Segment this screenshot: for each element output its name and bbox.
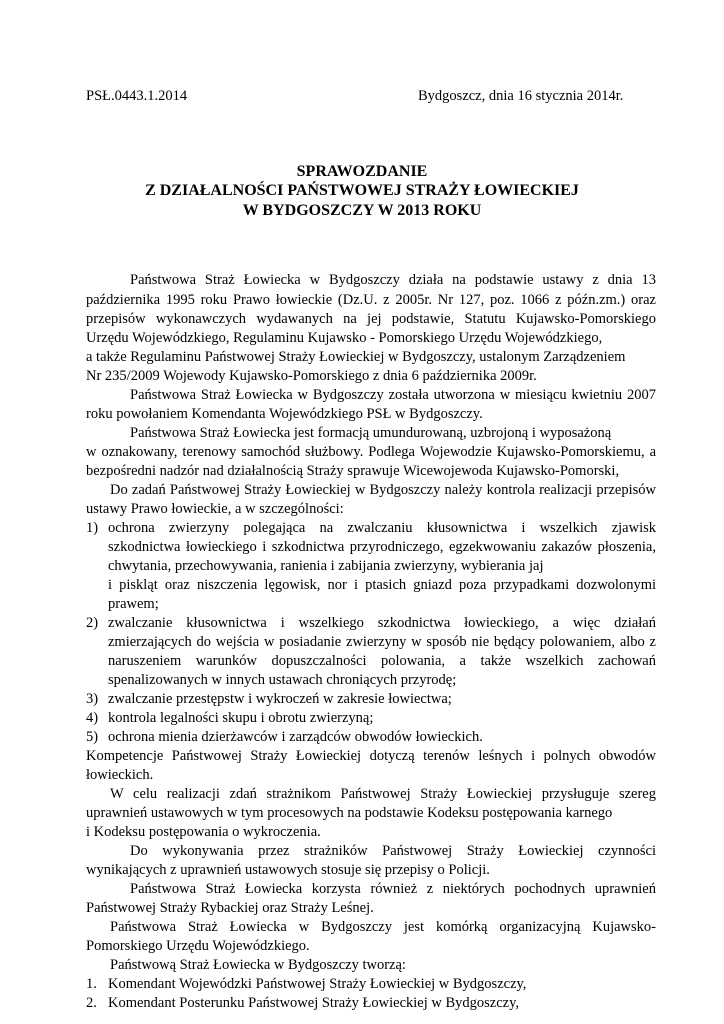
paragraph-line: ustawy Prawo łowieckie, a w szczególności: — [86, 501, 344, 517]
list-item-line: naruszeniem warunków dopuszczalności polowania, a także wszelkich zachowań — [108, 653, 656, 669]
list-number: 1) — [86, 520, 99, 536]
title-line-3: W BYDGOSZCZY W 2013 ROKU — [242, 202, 482, 219]
paragraph-line: Urzędu Wojewódzkiego, Regulaminu Kujawsko - Pomorskiego Urzędu Wojewódzkiego, — [86, 330, 603, 346]
list-item-line: zwalczanie kłusownictwa i wszelkiego szkodnictwa łowieckiego, a więc działań — [108, 615, 656, 631]
list-item-line: zmierzających do wejścia w posiadanie zwierzyny w sposób nie będący polowaniem, albo z — [108, 634, 656, 650]
list-item-line: kontrola legalności skupu i obrotu zwierzyną; — [108, 710, 374, 726]
paragraph-line: bezpośredni nadzór nad działalnością Straży sprawuje Wicewojewoda Kujawsko-Pomorski, — [86, 463, 620, 479]
paragraph-line: a także Regulaminu Państwowej Straży Łowieckiej w Bydgoszczy, ustalonym Zarządzeniem — [86, 349, 626, 365]
title-line-1: SPRAWOZDANIE — [296, 163, 428, 180]
list-item-line: prawem; — [108, 596, 159, 612]
list-item-line: spenalizowanych w innych ustawach chroniących przyrodę; — [108, 672, 457, 688]
paragraph-line: Nr 235/2009 Wojewody Kujawsko-Pomorskiego z dnia 6 października 2009r. — [86, 368, 537, 384]
list-number: 2) — [86, 615, 99, 631]
document-date: Bydgoszcz, dnia 16 stycznia 2014r. — [418, 88, 624, 104]
list-number: 2. — [86, 995, 97, 1011]
paragraph-line: października 1995 roku Prawo łowieckie (Dz.U. z 2005r. Nr 127, poz. 1066 z późn.zm.) oraz — [86, 292, 656, 308]
list-number: 5) — [86, 729, 99, 745]
paragraph-line: wynikających z uprawnień ustawowych stosuje się przepisy o Policji. — [86, 862, 490, 878]
paragraph-line: Pomorskiego Urzędu Wojewódzkiego. — [86, 938, 310, 954]
paragraph-line: przepisów wykonawczych wydawanych na jej podstawie, Statutu Kujawsko-Pomorskiego — [86, 311, 656, 327]
paragraph-line: Kompetencje Państwowej Straży Łowieckiej dotyczą terenów leśnych i polnych obwodów — [86, 748, 656, 764]
paragraph-line: w oznakowany, terenowy samochód służbowy. Podlega Wojewodzie Kujawsko-Pomorskiemu, a — [86, 444, 656, 460]
paragraph-line: łowieckich. — [86, 767, 154, 783]
list-number: 4) — [86, 710, 99, 726]
paragraph-line: Państwowa Straż Łowiecka w Bydgoszczy została utworzona w miesiącu kwietniu 2007 — [130, 387, 656, 403]
paragraph-line: roku powołaniem Komendanta Wojewódzkiego PSŁ w Bydgoszczy. — [86, 406, 483, 422]
paragraph-line: Państwowa Straż Łowiecka w Bydgoszczy działa na podstawie ustawy z dnia 13 — [130, 272, 656, 288]
list-number: 1. — [86, 976, 97, 992]
paragraph-line: Do zadań Państwowej Straży Łowieckiej w Bydgoszczy należy kontrola realizacji przepisów — [110, 482, 656, 498]
list-number: 3) — [86, 691, 99, 707]
title-line-2: Z DZIAŁALNOŚCI PAŃSTWOWEJ STRAŻY ŁOWIECKIEJ — [145, 182, 579, 199]
paragraph-line: Państwowa Straż Łowiecka w Bydgoszczy jest komórką organizacyjną Kujawsko- — [110, 919, 656, 935]
paragraph-line: Państwowa Straż Łowiecka jest formacją umundurowaną, uzbrojoną i wyposażoną — [130, 425, 612, 441]
list-item-line: zwalczanie przestępstw i wykroczeń w zakresie łowiectwa; — [108, 691, 452, 707]
paragraph-line: Do wykonywania przez strażników Państwowej Straży Łowieckiej czynności — [130, 843, 656, 859]
list-item-line: chwytania, przechowywania, ranienia i zabijania zwierzyny, wybierania jaj — [108, 558, 544, 574]
list-item-line: ochrona mienia dzierżawców i zarządców obwodów łowieckich. — [108, 729, 483, 745]
list-item-line: szkodnictwa łowieckiego i szkodnictwa przyrodniczego, egzekwowaniu zakazów płoszenia, — [108, 539, 656, 555]
paragraph-line: Państwowej Straży Rybackiej oraz Straży Leśnej. — [86, 900, 374, 916]
paragraph-line: i Kodeksu postępowania o wykroczenia. — [86, 824, 321, 840]
reference-number: PSŁ.0443.1.2014 — [86, 88, 188, 104]
paragraph-line: Państwową Straż Łowiecka w Bydgoszczy tworzą: — [110, 957, 406, 973]
list-item-line: i piskląt oraz niszczenia lęgowisk, nor i ptasich gniazd poza przypadkami dozwolonymi — [108, 577, 656, 593]
paragraph-line: W celu realizacji zdań strażnikom Państwowej Straży Łowieckiej przysługuje szereg — [110, 786, 656, 802]
list-item-line: ochrona zwierzyny polegająca na zwalczaniu kłusownictwa i wszelkich zjawisk — [108, 520, 656, 536]
paragraph-line: Państwowa Straż Łowiecka korzysta również z niektórych pochodnych uprawnień — [130, 881, 656, 897]
paragraph-line: uprawnień ustawowych w tym procesowych na podstawie Kodeksu postępowania karnego — [86, 805, 613, 821]
list-item-line: Komendant Posterunku Państwowej Straży Łowieckiej w Bydgoszczy, — [108, 995, 520, 1011]
list-item-line: Komendant Wojewódzki Państwowej Straży Łowieckiej w Bydgoszczy, — [108, 976, 527, 992]
